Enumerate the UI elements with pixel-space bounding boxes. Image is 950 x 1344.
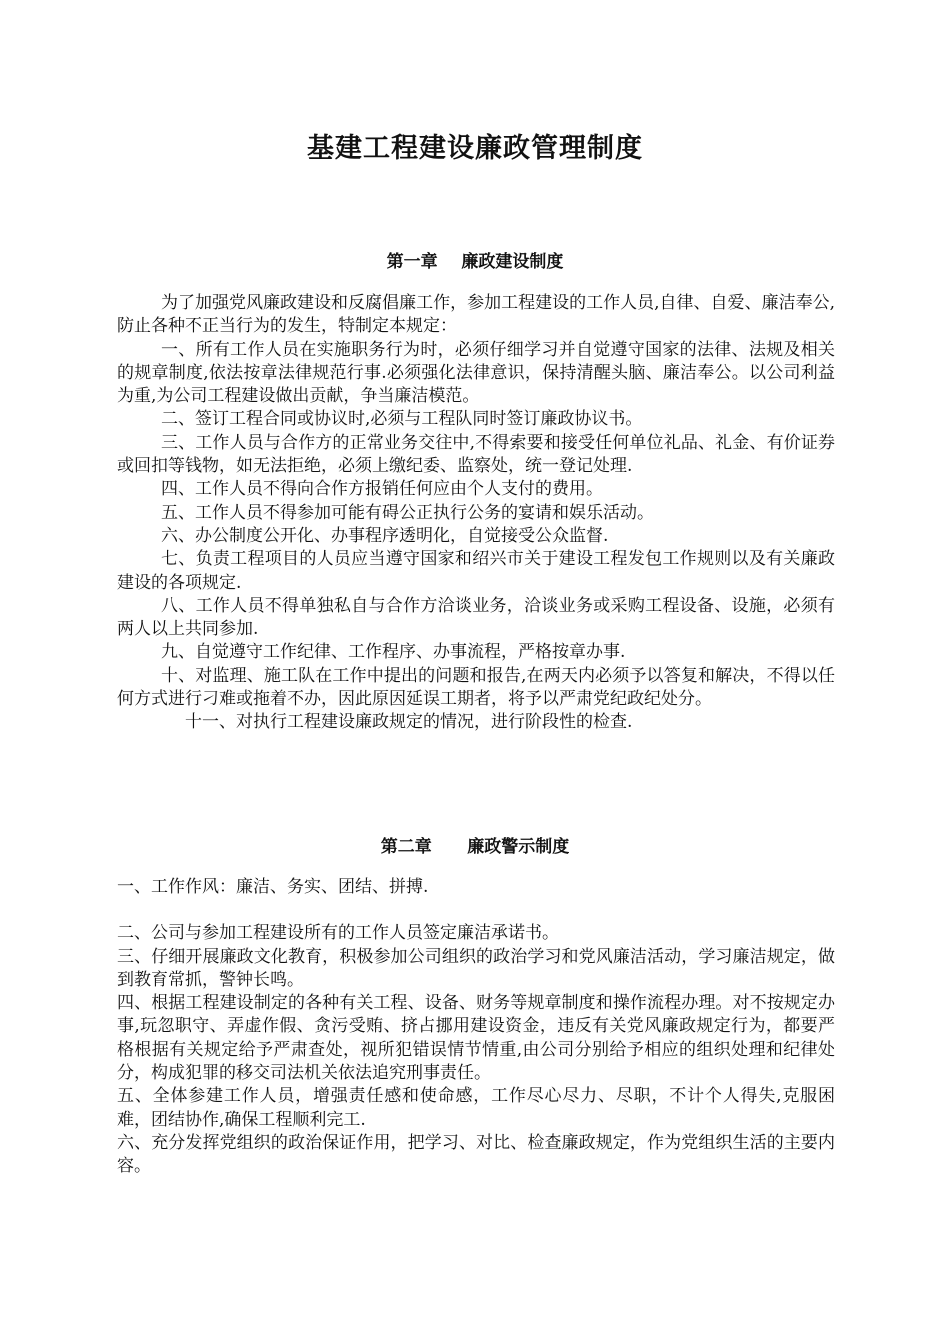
chapter-2-clause-6: 六、充分发挥党组织的政治保证作用，把学习、对比、检查廉政规定，作为党组织生活的主要内容。 xyxy=(117,1132,835,1177)
chapter-2-clause-5: 五、全体参建工作人员，增强责任感和使命感，工作尽心尽力、尽职，不计个人得失,克服困难，团结协作,确保工程顺利完工. xyxy=(117,1086,835,1130)
chapter-2-clause-2: 二、公司与参加工程建设所有的工作人员签定廉洁承诺书。 xyxy=(117,923,559,944)
chapter-1-clause-2: 二、签订工程合同或协议时,必须与工程队同时签订廉政协议书。 xyxy=(161,409,643,430)
chapter-1-clause-8: 八、工作人员不得单独私自与合作方洽谈业务，洽谈业务或采购工程设备、设施，必须有两人以上共同参加. xyxy=(117,595,835,640)
chapter-1-clause-11: 十一、对执行工程建设廉政规定的情况，进行阶段性的检查. xyxy=(185,712,633,733)
chapter-1-clause-4: 四、工作人员不得向合作方报销任何应由个人支付的费用。 xyxy=(161,479,603,500)
chapter-1-heading: 第一章 廉政建设制度 xyxy=(386,252,564,272)
document-title: 基建工程建设廉政管理制度 xyxy=(307,133,643,164)
chapter-1-clause-7: 七、负责工程项目的人员应当遵守国家和绍兴市关于建设工程发包工作规则以及有关廉政建设的各项规定. xyxy=(117,549,835,593)
chapter-1-preamble: 为了加强党风廉政建设和反腐倡廉工作，参加工程建设的工作人员,自律、自爱、廉洁奉公,防止各种不正当行为的发生，特制定本规定： xyxy=(117,293,835,337)
chapter-1-body xyxy=(117,292,835,735)
chapter-2-body xyxy=(117,876,835,1179)
chapter-2-clause-3: 三、仔细开展廉政文化教育，积极参加公司组织的政治学习和党风廉洁活动，学习廉洁规定，做到教育常抓，警钟长鸣。 xyxy=(117,946,835,990)
chapter-1-clause-9: 九、自觉遵守工作纪律、工作程序、办事流程，严格按章办事. xyxy=(161,642,626,663)
chapter-1-clause-3: 三、工作人员与合作方的正常业务交往中,不得索要和接受任何单位礼品、礼金、有价证券或回扣等钱物，如无法拒绝，必须上缴纪委、监察处，统一登记处理. xyxy=(117,432,835,477)
chapter-1-clause-6: 六、办公制度公开化、办事程序透明化，自觉接受公众监督. xyxy=(161,525,609,546)
chapter-2-clause-1: 一、工作作风：廉洁、务实、团结、拼搏. xyxy=(117,877,429,897)
chapter-1-clause-10: 十、对监理、施工队在工作中提出的问题和报告,在两天内必须予以答复和解决，不得以任何方式进行刁难或拖着不办，因此原因延误工期者，将予以严肃党纪政纪处分。 xyxy=(117,665,835,710)
chapter-1-clause-5: 五、工作人员不得参加可能有碍公正执行公务的宴请和娱乐活动。 xyxy=(161,502,654,523)
chapter-1-clause-1: 一、所有工作人员在实施职务行为时，必须仔细学习并自觉遵守国家的法律、法规及相关的规章制度,依法按章法律规范行事.必须强化法律意识，保持清醒头脑、廉洁奉公。以公司利益为重,为公司工程建设做出贡献，争当廉洁模范。 xyxy=(117,339,835,407)
chapter-2-clause-4: 四、根据工程建设制定的各种有关工程、设备、财务等规章制度和操作流程办理。对不按规定办事,玩忽职守、弄虚作假、贪污受贿、挤占挪用建设资金，违反有关党风廉政规定行为，都要严格根据有关规定给予严肃查处，视所犯错误情节情重,由公司分别给予相应的组织处理和纪律处分，构成犯罪的移交司法机关依法追究刑事责任。 xyxy=(117,993,835,1084)
chapter-2-heading: 第二章 廉政警示制度 xyxy=(380,837,570,857)
